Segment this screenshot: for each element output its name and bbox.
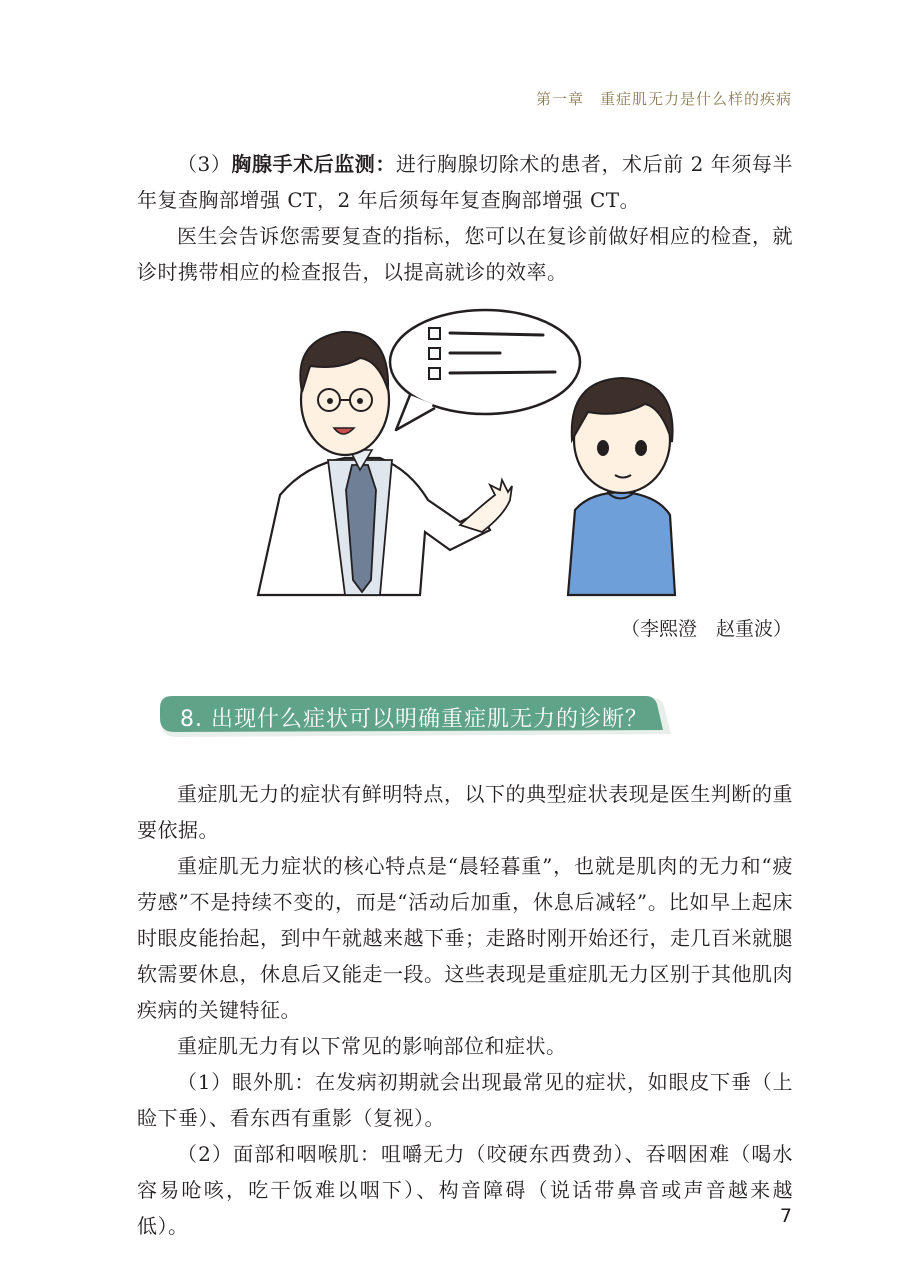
author-credit: （李熙澄 赵重波） [620,618,792,640]
section2-paragraph-5: （2）面部和咽喉肌：咀嚼无力（咬硬东西费劲）、吞咽困难（喝水容易呛咳，吃干饭难以咽下）、构音障碍（说话带鼻音或声音越来越低）。 [137,1142,793,1238]
item3-label: 胸腺手术后监测： [231,152,396,176]
section-heading: 8. 出现什么症状可以明确重症肌无力的诊断？ [180,707,648,732]
section2-text [137,776,793,1244]
section2-paragraph-1: 重症肌无力的症状有鲜明特点，以下的典型症状表现是医生判断的重要依据。 [137,782,793,842]
chapter-label: 第一章 [535,90,584,108]
section2-paragraph-4: （1）眼外肌：在发病初期就会出现最常见的症状，如眼皮下垂（上睑下垂）、看东西有重影（复视）。 [137,1070,793,1130]
speech-bubble-checklist-icon [390,310,580,430]
chapter-title: 重症肌无力是什么样的疾病 [599,90,792,108]
item3-text: 进行胸腺切除术的患者，术后前 2 年须每半年复查胸部增强 CT，2 年后须每年复查胸部增强 CT。 [137,152,793,212]
section-heading-banner [158,694,672,740]
page-number: 7 [779,1205,792,1227]
section2-paragraph-3: 重症肌无力有以下常见的影响部位和症状。 [177,1034,567,1058]
patient-boy-figure [568,378,675,595]
item3-paragraph [137,146,793,218]
section2-paragraph-2: 重症肌无力症状的核心特点是“晨轻暮重”，也就是肌肉的无力和“疲劳感”不是持续不变的，而是“活动后加重，休息后减轻”。比如早上起床时眼皮能抬起，到中午就越来越下垂；走路时刚开始还行，走几百米就腿软需要休息，休息后又能走一段。这些表现是重症肌无力区别于其他肌肉疾病的关键特征。 [137,854,793,1022]
item3-prefix: （3） [177,152,232,176]
section1-text [137,146,793,290]
doctor-patient-illustration [250,300,680,600]
section1-paragraph-2: 医生会告诉您需要复查的指标，您可以在复诊前做好相应的检查，就诊时携带相应的检查报告，以提高就诊的效率。 [137,224,793,284]
running-head [536,88,792,109]
